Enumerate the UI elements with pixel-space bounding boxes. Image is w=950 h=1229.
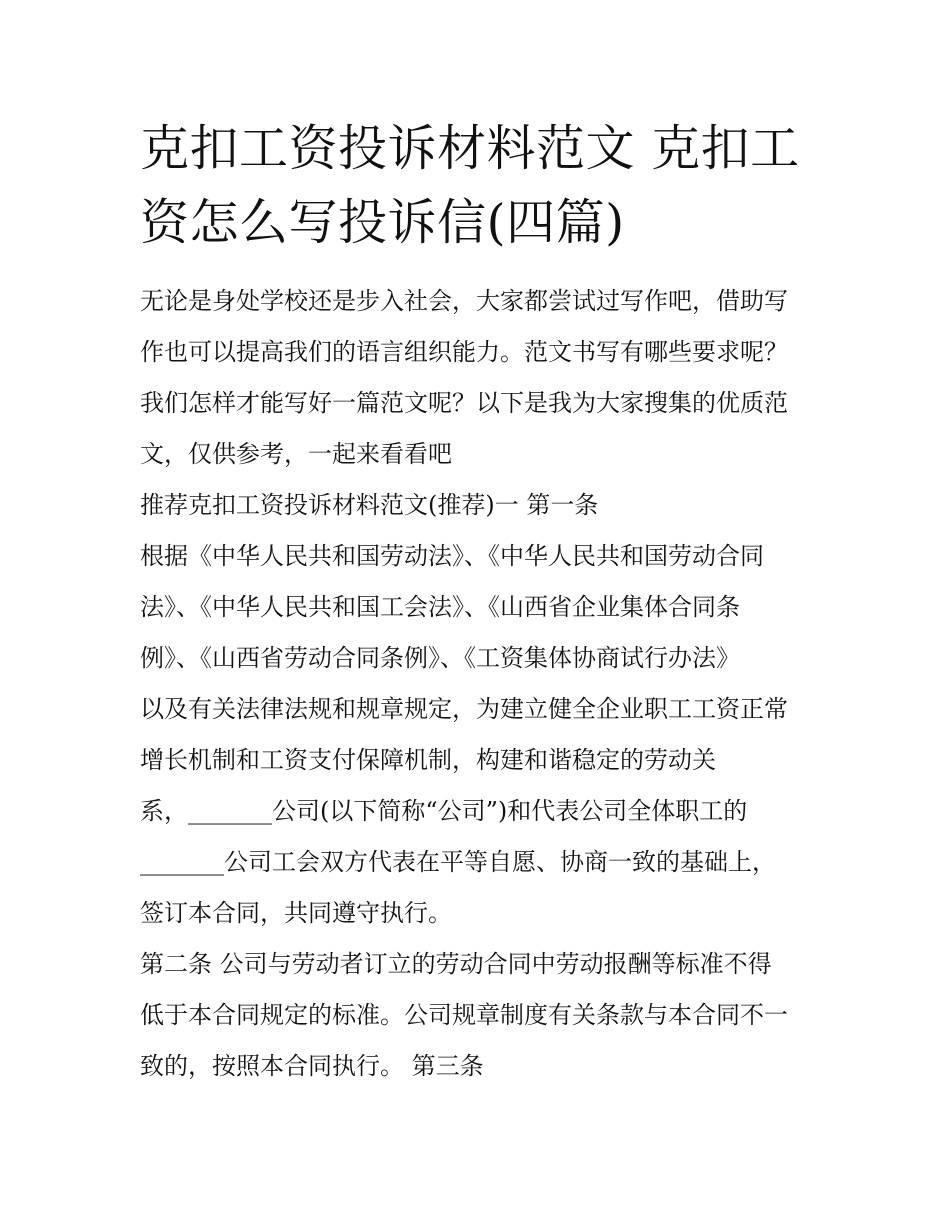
text-line: 以及有关法律法规和规章规定，为建立健全企业职工工资正常 xyxy=(140,695,788,723)
text-line: 低于本合同规定的标准。公司规章制度有关条款与本合同不一 xyxy=(140,1001,788,1029)
text-line: 第二条 公司与劳动者订立的劳动合同中劳动报酬等标准不得 xyxy=(140,950,772,978)
section-heading: 推荐克扣工资投诉材料范文(推荐)一 第一条 xyxy=(140,491,599,519)
text-line: 作也可以提高我们的语言组织能力。范文书写有哪些要求呢？ xyxy=(140,338,788,366)
text-line: 法》、《中华人民共和国工会法》、《山西省企业集体合同条 xyxy=(140,593,740,621)
document-content xyxy=(140,112,812,1092)
text-line: 无论是身处学校还是步入社会，大家都尝试过写作吧，借助写 xyxy=(140,287,788,315)
title-line: 资怎么写投诉信(四篇) xyxy=(140,194,625,251)
text-line: 致的，按照本合同执行。 第三条 xyxy=(140,1052,484,1080)
text-line: 系，_______公司(以下简称“公司”)和代表公司全体职工的 xyxy=(140,797,748,825)
text-line: 文，仅供参考，一起来看看吧 xyxy=(140,440,452,468)
text-line: 我们怎样才能写好一篇范文呢？以下是我为大家搜集的优质范 xyxy=(140,389,788,417)
text-line: _______公司工会双方代表在平等自愿、协商一致的基础上， xyxy=(140,848,776,876)
text-line: 例》、《山西省劳动合同条例》、《工资集体协商试行办法》 xyxy=(140,644,740,672)
document-title xyxy=(140,112,812,260)
text-line: 增长机制和工资支付保障机制，构建和谐稳定的劳动关 xyxy=(140,746,716,774)
title-line: 克扣工资投诉材料范文 克扣工 xyxy=(140,120,800,177)
text-line: 签订本合同，共同遵守执行。 xyxy=(140,899,452,927)
text-line: 根据《中华人民共和国劳动法》、《中华人民共和国劳动合同 xyxy=(140,542,764,570)
document-body xyxy=(140,276,812,1092)
